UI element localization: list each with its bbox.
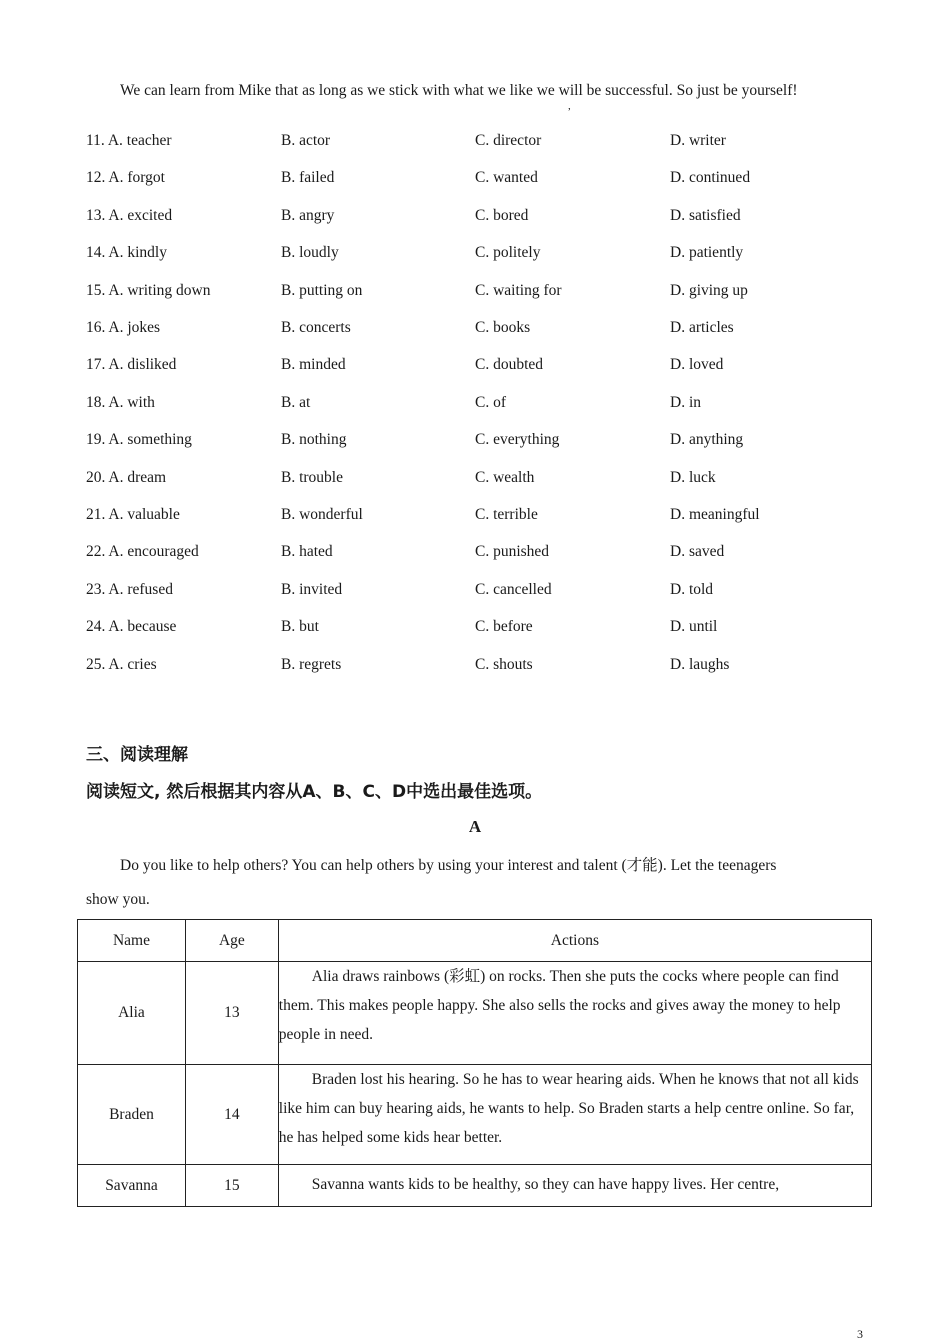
option-text: D. told — [670, 580, 714, 598]
option-c — [475, 207, 528, 225]
option-d — [670, 169, 750, 187]
intro-comma-mark: , — [568, 100, 571, 112]
option-d — [670, 581, 713, 599]
intro-paragraph: We can learn from Mike that as long as we stick with what we like we will be successful. So just be yourself! — [120, 82, 798, 99]
option-text: D. meaningful — [670, 506, 760, 523]
option-a — [86, 169, 165, 187]
option-text: B. wonderful — [281, 506, 363, 523]
option-text: A. writing down — [108, 281, 211, 299]
row-age: 15 — [185, 1165, 278, 1207]
option-d — [670, 207, 741, 225]
option-a — [86, 581, 173, 599]
option-text: B. trouble — [281, 468, 343, 486]
option-text: A. refused — [108, 580, 173, 598]
row-action — [278, 1065, 871, 1165]
option-a — [86, 469, 166, 487]
page-number: 3 — [857, 1327, 863, 1341]
option-d — [670, 394, 701, 412]
question-number: 16. — [86, 319, 106, 336]
option-d — [670, 618, 717, 636]
question-number: 14. — [86, 244, 106, 262]
question-number: 13. — [86, 206, 106, 224]
option-text: A. with — [108, 393, 155, 411]
option-text: B. failed — [281, 169, 335, 187]
option-text: B. invited — [281, 580, 343, 598]
option-d — [670, 543, 724, 561]
option-text: A. jokes — [108, 319, 161, 336]
option-text: D. patiently — [670, 244, 744, 262]
option-text: D. saved — [670, 543, 725, 561]
row-age: 14 — [185, 1065, 278, 1165]
option-b — [281, 469, 343, 487]
option-text: B. putting on — [281, 281, 363, 299]
option-text: D. writer — [670, 132, 726, 149]
option-b — [281, 431, 346, 449]
section-title: 三、阅读理解 — [86, 745, 188, 765]
option-text: B. but — [281, 618, 319, 636]
question-number: 19. — [86, 431, 106, 449]
option-c — [475, 394, 506, 412]
row-age: 13 — [185, 962, 278, 1065]
option-d — [670, 506, 760, 524]
instruction-text: 阅读短文, 然后根据其内容从A、B、C、D中选出最佳选项。 — [86, 782, 543, 802]
option-a — [86, 618, 176, 636]
question-number: 21. — [86, 506, 106, 523]
option-text: B. minded — [281, 356, 346, 374]
option-a — [86, 656, 157, 674]
option-text: A. something — [108, 431, 192, 449]
teen-actions-table — [77, 919, 872, 1207]
row-action-text: Alia draws rainbows (彩虹) on rocks. Then she puts the cocks where people can find them. This makes people happy. She also sells the rocks and gives away the money to help people in need. — [278, 968, 841, 1043]
option-a — [86, 394, 155, 412]
option-b — [281, 543, 333, 561]
option-b — [281, 244, 339, 262]
option-a — [86, 431, 192, 449]
row-action — [278, 1165, 871, 1207]
option-c — [475, 319, 530, 337]
option-text: B. loudly — [281, 244, 339, 262]
option-text: A. because — [108, 618, 177, 636]
option-text: C. terrible — [475, 506, 538, 523]
option-a — [86, 282, 210, 300]
table-row — [78, 1065, 872, 1165]
option-text: C. books — [475, 319, 531, 336]
option-a — [86, 543, 199, 561]
option-c — [475, 543, 549, 561]
option-text: D. giving up — [670, 281, 748, 299]
option-text: D. loved — [670, 356, 724, 374]
option-b — [281, 581, 342, 599]
option-d — [670, 469, 716, 487]
option-text: D. until — [670, 618, 718, 636]
question-number: 18. — [86, 393, 106, 411]
option-text: A. disliked — [108, 356, 177, 374]
option-text: B. hated — [281, 543, 333, 561]
option-c — [475, 132, 541, 150]
option-text: C. waiting for — [475, 281, 562, 299]
option-text: A. kindly — [108, 244, 167, 262]
table-row — [78, 962, 872, 1065]
option-b — [281, 132, 330, 150]
question-number: 11. — [86, 132, 105, 149]
option-text: C. doubted — [475, 356, 544, 374]
option-text: A. dream — [108, 468, 167, 486]
option-a — [86, 506, 180, 524]
option-d — [670, 431, 743, 449]
passage-label: A — [468, 817, 482, 836]
table-row — [78, 1165, 872, 1207]
question-number: 25. — [86, 655, 106, 673]
option-a — [86, 207, 172, 225]
option-text: C. everything — [475, 431, 560, 449]
question-number: 17. — [86, 356, 106, 374]
row-action-text: Savanna wants kids to be healthy, so they can have happy lives. Her centre, — [311, 1176, 780, 1193]
option-text: A. cries — [108, 655, 157, 673]
option-d — [670, 319, 734, 337]
row-name: Alia — [78, 962, 186, 1065]
option-b — [281, 319, 351, 337]
option-a — [86, 356, 176, 374]
row-action-text: Braden lost his hearing. So he has to wear hearing aids. When he knows that not all kids like him can buy hearing aids, he wants to help. So Braden starts a help centre online. So far, he has helped some kids hear better. — [278, 1071, 859, 1146]
option-d — [670, 282, 748, 300]
question-number: 12. — [86, 169, 106, 187]
option-d — [670, 356, 723, 374]
option-b — [281, 656, 341, 674]
option-text: C. cancelled — [475, 580, 552, 598]
option-text: B. regrets — [281, 655, 342, 673]
option-text: C. shouts — [475, 655, 533, 673]
row-action — [278, 962, 871, 1065]
header-actions: Actions — [278, 920, 871, 962]
option-text: B. nothing — [281, 431, 347, 449]
table-header-row — [78, 920, 872, 962]
option-text: A. teacher — [107, 132, 172, 149]
option-c — [475, 469, 534, 487]
row-name: Savanna — [78, 1165, 186, 1207]
passage-intro-line2: show you. — [86, 891, 150, 908]
option-c — [475, 618, 533, 636]
option-a — [86, 132, 172, 150]
option-text: D. satisfied — [670, 206, 741, 224]
option-text: D. anything — [670, 431, 744, 449]
option-b — [281, 618, 319, 636]
option-d — [670, 132, 726, 150]
option-d — [670, 656, 729, 674]
header-name: Name — [78, 920, 186, 962]
option-a — [86, 244, 167, 262]
question-number: 24. — [86, 618, 106, 636]
option-b — [281, 207, 334, 225]
row-name: Braden — [78, 1065, 186, 1165]
option-text: C. wealth — [475, 468, 535, 486]
option-b — [281, 506, 363, 524]
question-number: 22. — [86, 543, 106, 561]
option-b — [281, 356, 346, 374]
option-text: C. bored — [475, 206, 529, 224]
question-number: 20. — [86, 468, 106, 486]
option-b — [281, 394, 310, 412]
option-text: C. punished — [475, 543, 550, 561]
option-a — [86, 319, 160, 337]
option-text: D. in — [670, 393, 701, 411]
option-c — [475, 356, 543, 374]
option-text: D. articles — [670, 319, 734, 336]
option-c — [475, 656, 533, 674]
option-c — [475, 282, 562, 300]
option-d — [670, 244, 743, 262]
passage-intro-line1: Do you like to help others? You can help others by using your interest and talent (才能). Let the teenagers — [120, 857, 777, 874]
option-c — [475, 169, 538, 187]
option-text: B. at — [281, 393, 311, 411]
option-c — [475, 244, 540, 262]
option-b — [281, 282, 362, 300]
option-b — [281, 169, 334, 187]
option-text: B. concerts — [281, 319, 351, 336]
option-text: A. valuable — [108, 506, 180, 523]
option-text: C. wanted — [475, 169, 538, 187]
option-text: D. luck — [670, 468, 716, 486]
option-c — [475, 431, 559, 449]
option-text: C. of — [475, 393, 506, 411]
option-text: D. continued — [670, 169, 751, 187]
option-text: C. before — [475, 618, 533, 636]
option-c — [475, 506, 538, 524]
option-text: C. director — [475, 132, 542, 149]
question-number: 23. — [86, 580, 106, 598]
option-text: B. angry — [281, 206, 335, 224]
header-age: Age — [185, 920, 278, 962]
option-text: B. actor — [281, 132, 331, 149]
option-text: A. forgot — [108, 169, 165, 187]
option-text: C. politely — [475, 244, 541, 262]
option-text: A. encouraged — [108, 543, 199, 561]
option-text: D. laughs — [670, 655, 730, 673]
option-text: A. excited — [108, 206, 173, 224]
question-number: 15. — [86, 281, 106, 299]
option-c — [475, 581, 552, 599]
